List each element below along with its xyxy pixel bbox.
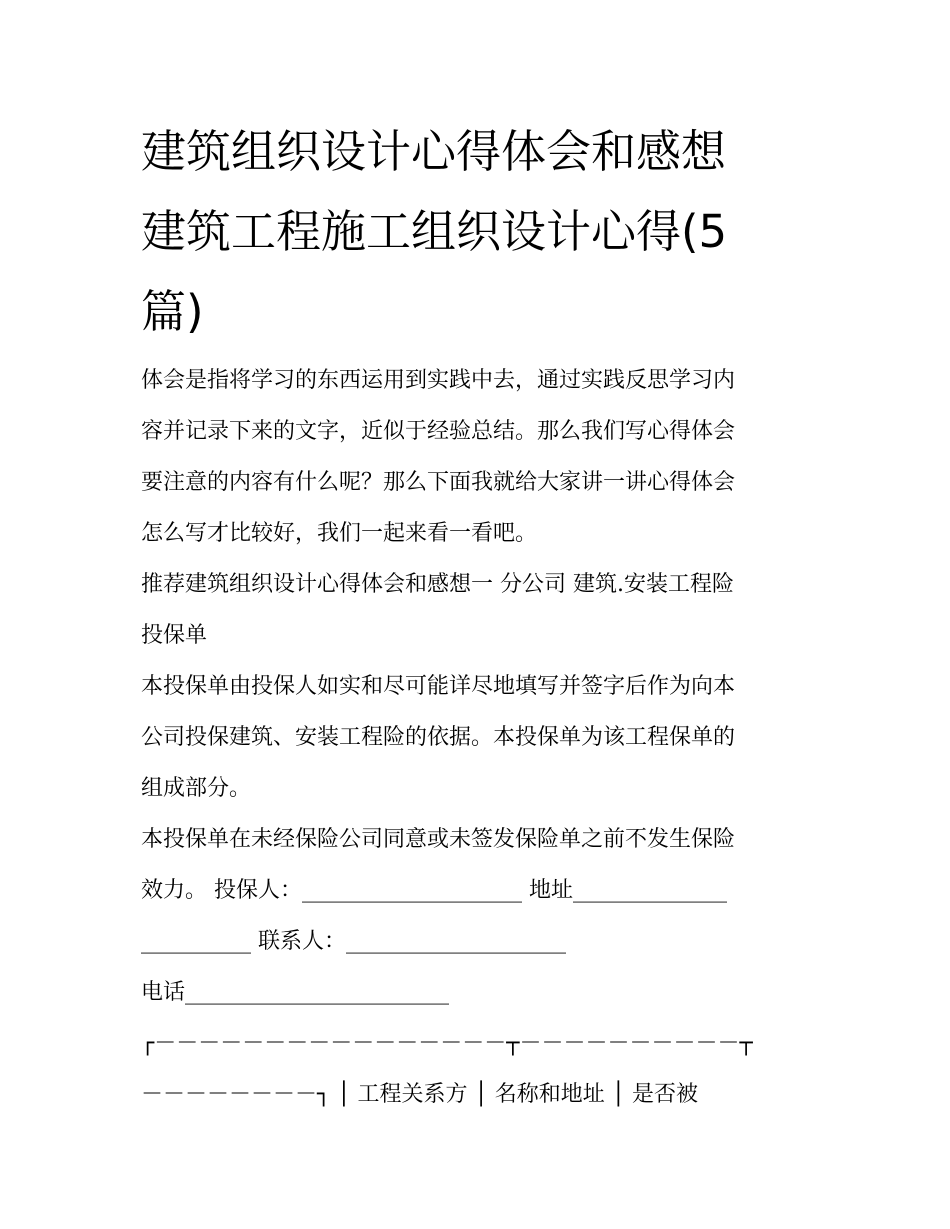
statement-line-1: 本投保单由投保人如实和尽可能详尽地填写并签字后作为向本: [141, 674, 736, 699]
title-line-2: 建筑工程施工组织设计心得(5: [141, 205, 728, 258]
title-line-1: 建筑组织设计心得体会和感想: [141, 125, 727, 178]
intro-line-1: 体会是指将学习的东西运用到实践中去，通过实践反思学习内: [141, 368, 736, 393]
statement-paragraph: [141, 661, 821, 814]
contact-line: __________ 联系人：____________________: [141, 929, 566, 954]
statement-line-3: 组成部分。: [141, 776, 252, 801]
validity-line-1: 本投保单在未经保险公司同意或未签发保险单之前不发生保险: [141, 827, 736, 852]
recommend-line-1: 推荐建筑组织设计心得体会和感想一 分公司 建筑.安装工程险: [141, 572, 734, 597]
intro-line-4: 怎么写才比较好，我们一起来看一看吧。: [141, 521, 538, 546]
recommend-paragraph: [141, 559, 821, 661]
title-line-3: 篇): [141, 285, 204, 338]
intro-line-3: 要注意的内容有什么呢？那么下面我就给大家讲一讲心得体会: [141, 470, 736, 495]
intro-line-2: 容并记录下来的文字，近似于经验总结。那么我们写心得体会: [141, 419, 736, 444]
table-header-line: －－－－－－－－┐ │ 工程关系方 │ 名称和地址 │ 是否被: [141, 1082, 698, 1107]
phone-line: 电话________________________: [141, 980, 450, 1005]
document-title: [141, 112, 821, 352]
recommend-line-2: 投保单: [141, 623, 208, 648]
validity-paragraph: [141, 814, 821, 1018]
intro-paragraph: [141, 355, 821, 559]
statement-line-2: 公司投保建筑、安装工程险的依据。本投保单为该工程保单的: [141, 725, 736, 750]
applicant-address-line: 效力。 投保人：____________________ 地址______________: [141, 878, 727, 903]
document-body: [141, 355, 821, 1120]
table-border-line: ┌－－－－－－－－－－－－－－－－┬－－－－－－－－－－┬: [141, 1031, 753, 1056]
text-table: [141, 1018, 821, 1120]
